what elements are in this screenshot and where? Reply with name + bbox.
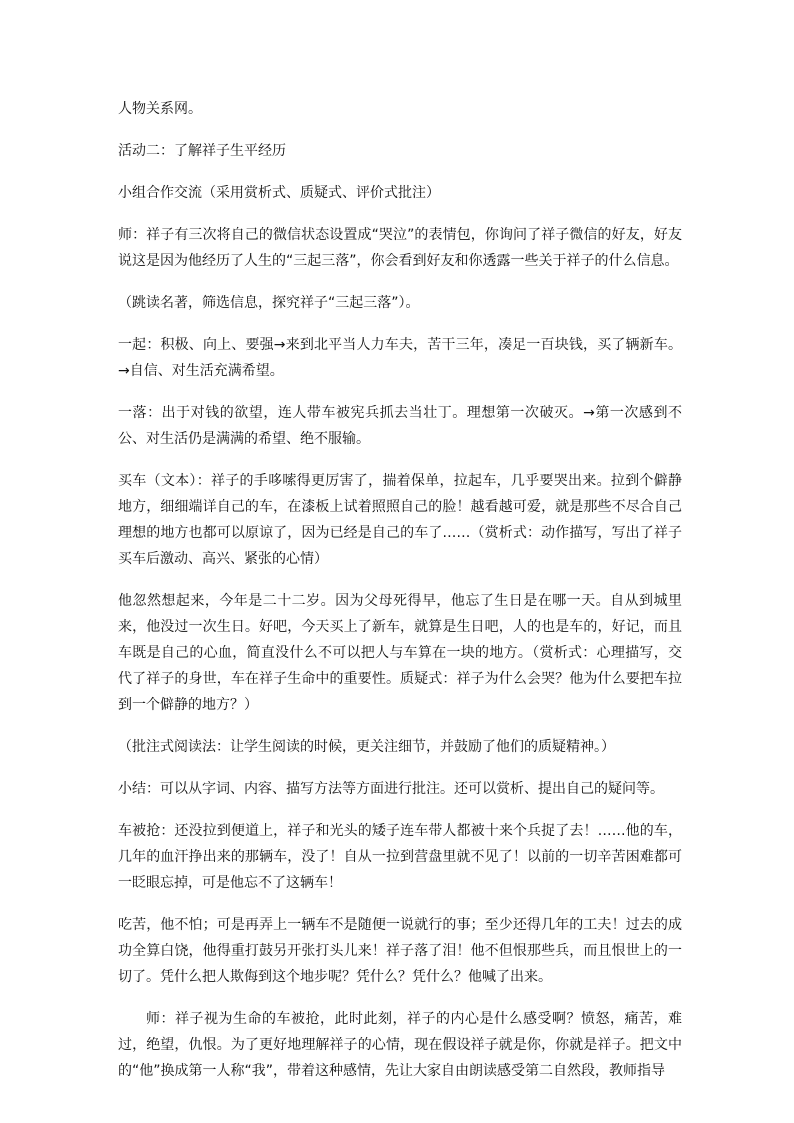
paragraph-group-discussion: 小组合作交流（采用赏析式、质疑式、评价式批注） [118,185,440,201]
paragraph-relationship-net: 人物关系网。 [118,101,202,117]
paragraph-annotation-method: （批注式阅读法：让学生阅读的时候，更关注细节，并鼓励了他们的质疑精神。） [118,739,615,755]
paragraph-first-rise: 一起：积极、向上、要强→来到北平当人力车夫，苦干三年，凑足一百块钱，买了辆新车。→自信、对生活充满希望。 [118,337,682,379]
paragraph-skim-reading: （跳读名著，筛选信息，探究祥子“三起三落”）。 [118,295,420,311]
paragraph-birthday: 他忽然想起来，今年是二十二岁。因为父母死得早，他忘了生日是在哪一天。自从到城里来，他没过一次生日。好吧，今天买上了新车，就算是生日吧，人的也是车的，好记，而且车既是自己的心血，简直没什么不可以把人与车算在一块的地方。（赏析式：心理描写，交代了祥子的身世，车在祥子生命中的重要性。质疑式：祥子为什么会哭？他为什么要把车拉到一个僻静的地方？） [118,593,682,713]
paragraph-teacher-wechat: 师：祥子有三次将自己的微信状态设置成“哭泣”的表情包，你询问了祥子微信的好友，好友说这是因为他经历了人生的“三起三落”，你会看到好友和你透露一些关于祥子的什么信息。 [118,227,682,269]
paragraph-teacher-guidance: 师：祥子视为生命的车被抢，此时此刻，祥子的内心是什么感受啊？愤怒，痛苦，难过，绝望，仇恨。为了更好地理解祥子的心情，现在假设祥子就是你，你就是祥子。把文中的“他”换成第一人称“我”，带着这种感情，先让大家自由朗读感受第二自然段，教师指导 [118,1011,682,1079]
paragraph-first-fall: 一落：出于对钱的欲望，连人带车被宪兵抓去当壮丁。理想第一次破灭。→第一次感到不公、对生活仍是满满的希望、绝不服输。 [118,405,682,447]
paragraph-car-seized: 车被抢：还没拉到便道上，祥子和光头的矮子连车带人都被十来个兵捉了去！……他的车，几年的血汗挣出来的那辆车，没了！自从一拉到营盘里就不见了！以前的一切辛苦困难都可一眨眼忘掉，可是他忘不了这辆车！ [118,823,682,891]
paragraph-hardship: 吃苦，他不怕；可是再弄上一辆车不是随便一说就行的事；至少还得几年的工夫！过去的成功全算白饶，他得重打鼓另开张打头儿来！祥子落了泪！他不但恨那些兵，而且恨世上的一切了。凭什么把人欺侮到这个地步呢？凭什么？凭什么？他喊了出来。 [118,917,682,985]
paragraph-buying-car: 买车（文本）：祥子的手哆嗦得更厉害了，揣着保单，拉起车，几乎要哭出来。拉到个僻静地方，细细端详自己的车，在漆板上试着照照自己的脸！越看越可爱，就是那些不尽合自己理想的地方也都可以原谅了，因为已经是自己的车了……（赏析式：动作描写，写出了祥子买车后激动、高兴、紧张的心情） [118,473,682,567]
paragraph-summary: 小结：可以从字词、内容、描写方法等方面进行批注。还可以赏析、提出自己的疑问等。 [118,781,664,797]
paragraph-activity-two-heading: 活动二：了解祥子生平经历 [118,143,286,159]
